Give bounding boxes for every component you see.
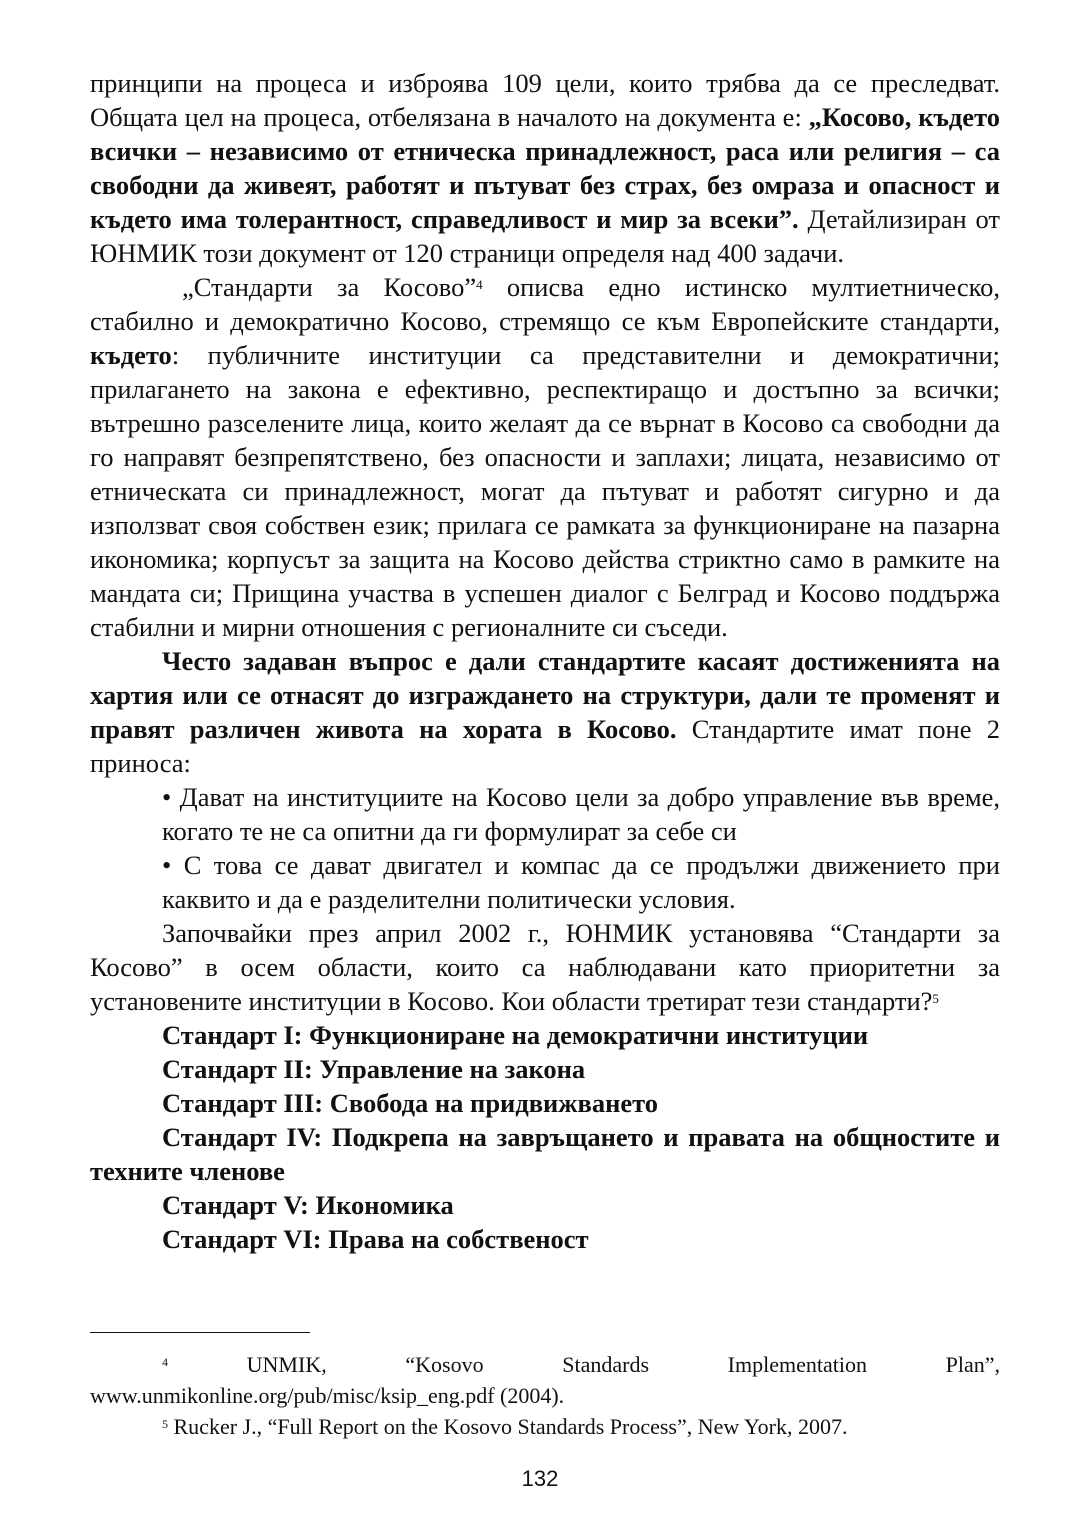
paragraph-goals (90, 66, 1000, 270)
paragraph-text: : публичните институции са представителни и демократични; прилагането на закона е ефективно, респектиращо и достъпно за всички; вътрешно разселените лица, които желаят да се върнат в Косово са свободни да го направят безпрепятствено, без опасности и заплахи; лицата, независимо от етническата си принадлежност, могат да пътуват и работят сигурно и да използват своя собствен език; прилага се рамката за функциониране на пазарна икономика; корпусът за защита на Косово действа стриктно само в рамките на мандата си; Прищина участва в успешен диалог с Белград и Косово поддържа стабилни и мирни отношения с регионалните си съседи. (90, 340, 1000, 642)
paragraph-text: Детайлизиран от ЮНМИК този документ от 120 страници определя над 400 задачи. (90, 204, 1000, 268)
paragraph-text: описва едно истинско мултиетническо, стабилно и демократично Косово, стремящо се към Европейските стандарти, (90, 272, 1000, 336)
footnote-separator (90, 1332, 310, 1333)
footnote-number: 5 (162, 1417, 168, 1431)
standard-heading: Стандарт I: Функциониране на демократични институции (162, 1020, 869, 1050)
standard-heading: Стандарт V: Икономика (162, 1190, 454, 1220)
paragraph-april-2002 (90, 916, 1000, 1018)
standard-heading: Стандарт III: Свобода на придвижването (162, 1088, 659, 1118)
paragraph-text: принципи на процеса и изброява 109 цели, които трябва да се преследват. Общата цел на процеса, отбелязана в началото на документа е: (90, 68, 1000, 132)
footnotes (90, 1349, 1000, 1442)
paragraph-text: Започвайки през април 2002 г., ЮНМИК установява “Стандарти за Косово” в осем области, които са наблюдавани като приоритетни за установените институции в Косово. Кои области третират тези стандарти? (90, 918, 1000, 1016)
footnote-text: Rucker J., “Full Report on the Kosovo Standards Process”, New York, 2007. (168, 1414, 848, 1439)
bold-word: където (90, 340, 172, 370)
footnote-text: UNMIK, “Kosovo Standards Implementation Plan”, www.unmikonline.org/pub/misc/ksip_eng.pdf (2004). (90, 1352, 1000, 1408)
standard-heading: Стандарт IV: Подкрепа на завръщането и правата на общностите и техните членове (90, 1122, 1000, 1186)
paragraph-text: „Стандарти за Косово” (182, 272, 477, 302)
paragraph-text: Стандартите имат поне 2 приноса: (90, 714, 1000, 778)
footnote (90, 1349, 1000, 1411)
list-item: • Дават на институциите на Косово цели за добро управление във време, когато те не са опитни да ги формулират за себе си (162, 782, 1000, 846)
list-item: • С това се дават двигател и компас да се продължи движението при каквито и да е разделителни политически условия. (162, 850, 1000, 914)
paragraph-question (90, 644, 1000, 780)
goal-quote: „Косово, където всички – независимо от етническа принадлежност, раса или религия – са свободни да живеят, работят и пътуват без страх, без омраза и опасност и където има толерантност, справедливост и мир за всеки”. (90, 102, 1000, 234)
footnote-ref[interactable]: 5 (932, 991, 939, 1006)
page-number: 132 (521, 1466, 559, 1491)
standard-heading: Стандарт II: Управление на закона (162, 1054, 586, 1084)
page-body (90, 66, 1000, 1256)
footnote-ref[interactable]: 4 (476, 277, 483, 292)
footnote-number: 4 (162, 1355, 168, 1369)
standard-heading: Стандарт VI: Права на собственост (162, 1224, 589, 1254)
footnote (90, 1411, 1000, 1442)
bold-question: Често задаван въпрос е дали стандартите касаят достиженията на хартия или се отнасят до изграждането на структури, дали те променят и правят различен живота на хората в Косово. (90, 646, 1000, 744)
paragraph-standards-description (90, 270, 1000, 644)
